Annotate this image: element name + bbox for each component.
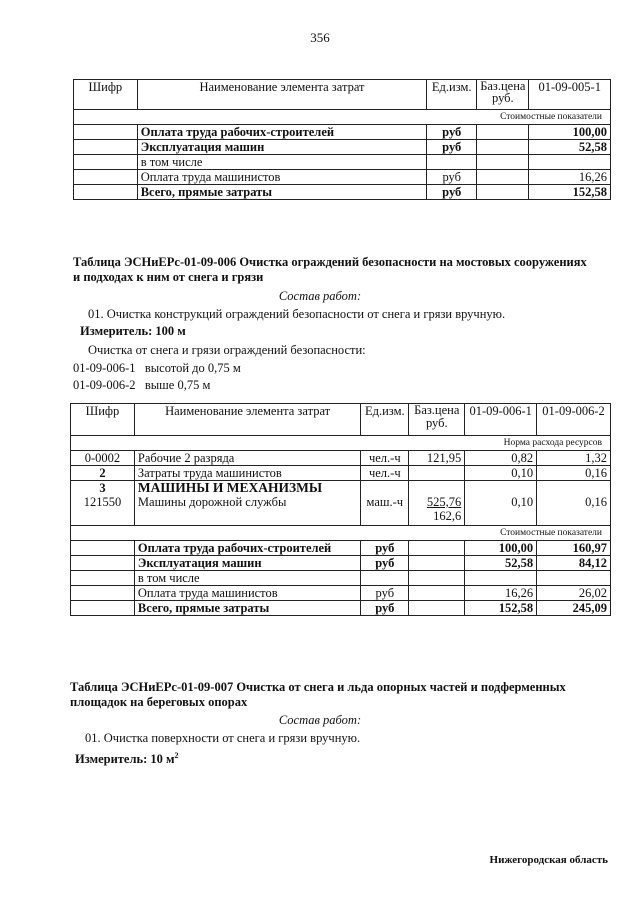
table-title-01-09-006 [73,255,618,285]
header-name: Наименование элемента затрат [137,80,427,110]
variant-code: 01-09-006-1 [73,361,136,375]
header-price: Баз.цена руб. [477,80,529,110]
row-unit: руб [361,601,409,616]
work-composition-heading: Состав работ: [278,289,362,303]
row-name: в том числе [137,155,427,170]
subheader-row [71,436,611,451]
header-col2: 01-09-006-2 [537,404,611,436]
table-row [74,125,611,140]
description: Очистка от снега и грязи ограждений безопасности: [88,343,366,357]
row-name: Оплата труда рабочих-строителей [137,125,427,140]
row-name: Всего, прямые затраты [137,185,427,200]
table-header-row [71,404,611,436]
table-row [71,556,611,571]
row-unit: чел.-ч [361,451,409,466]
title-line: Таблица ЭСНиЕРс-01-09-006 Очистка ограждений безопасности на мостовых сооружениях [73,255,587,269]
row-value: 16,26 [465,586,537,601]
table-header-row [74,80,611,110]
variant-line [73,378,210,393]
work-composition-heading: Состав работ: [278,713,362,727]
title-line: и подходах к ним от снега и грязи [73,270,264,284]
row-value: 26,02 [537,586,611,601]
row-value: 52,58 [465,556,537,571]
row-name: Эксплуатация машин [134,556,360,571]
row-value: 152,58 [465,601,537,616]
row-unit: руб [427,185,477,200]
row-name: Рабочие 2 разряда [134,451,360,466]
table-row [74,140,611,155]
header-code: Шифр [71,404,135,436]
group-code: 3 [99,481,106,495]
row-code: 0-0002 [71,451,135,466]
row-unit: руб [361,541,409,556]
row-value: 0,10 [465,466,537,481]
group-name: МАШИНЫ И МЕХАНИЗМЫ [137,480,323,495]
row-value: 16,26 [529,170,611,185]
footer-region: Нижегородская область [489,854,608,866]
row-value: 245,09 [537,601,611,616]
table-row [71,601,611,616]
meter [75,748,179,767]
row-value: 100,00 [465,541,537,556]
header-col1: 01-09-006-1 [465,404,537,436]
row-name: в том числе [134,571,360,586]
row-unit: маш.-ч [366,495,404,509]
row-price: 525,76 [426,495,462,509]
table-title-01-09-007 [70,680,615,710]
row-unit: руб [361,586,409,601]
header-unit: Ед.изм. [361,404,409,436]
header-code: Шифр [74,80,138,110]
row-name: Всего, прямые затраты [134,601,360,616]
work-item: 01. Очистка поверхности от снега и грязи вручную. [85,731,361,745]
table-row [74,170,611,185]
row-name: Оплата труда машинистов [134,586,360,601]
row-value: 1,32 [537,451,611,466]
header-unit: Ед.изм. [427,80,477,110]
row-name: Машины дорожной службы [137,495,287,509]
row-value: 100,00 [529,125,611,140]
row-value: 0,16 [585,495,607,509]
row-name: Эксплуатация машин [137,140,427,155]
subheader-row [71,526,611,541]
row-name: Оплата труда рабочих-строителей [134,541,360,556]
table-row [71,466,611,481]
row-value: 0,10 [511,495,534,509]
header-col1: 01-09-005-1 [529,80,611,110]
row-value: 84,12 [537,556,611,571]
title-line: Таблица ЭСНиЕРс-01-09-007 Очистка от снега и льда опорных частей и подферменных [70,680,566,694]
table-row [74,185,611,200]
subheader-cost: Стоимостные показатели [71,526,611,541]
table-row [71,586,611,601]
row-code: 2 [71,466,135,481]
table-row [71,481,611,526]
row-name: Затраты труда машинистов [134,466,360,481]
subheader-norm: Норма расхода ресурсов [71,436,611,451]
meter-text: Измеритель: 10 м [75,752,175,767]
subheader-row [74,110,611,125]
title-line: площадок на береговых опорах [70,695,248,709]
variant-text: выше 0,75 м [144,378,211,392]
table-row [71,571,611,586]
row-unit: чел.-ч [361,466,409,481]
row-price-secondary: 162,6 [433,509,462,523]
work-item: 01. Очистка конструкций ограждений безопасности от снега и грязи вручную. [88,307,506,321]
row-unit: руб [427,125,477,140]
meter: Измеритель: 100 м [80,324,186,338]
page-number: 356 [310,30,330,45]
resource-table-01-09-006 [70,403,611,616]
row-unit: руб [361,556,409,571]
subheader-cost: Стоимостные показатели [74,110,611,125]
row-value: 52,58 [529,140,611,155]
row-value: 0,16 [537,466,611,481]
variant-code: 01-09-006-2 [73,378,136,392]
variant-line [73,361,241,376]
row-unit: руб [427,140,477,155]
row-price: 121,95 [409,451,465,466]
row-name: Оплата труда машинистов [137,170,427,185]
row-value: 0,82 [465,451,537,466]
table-row [74,155,611,170]
header-price: Баз.цена руб. [409,404,465,436]
table-row [71,451,611,466]
row-value: 160,97 [537,541,611,556]
row-unit: руб [427,170,477,185]
variant-text: высотой до 0,75 м [144,361,241,375]
row-value: 152,58 [529,185,611,200]
cost-table-01-09-005 [73,79,611,200]
row-code: 121550 [83,495,122,509]
meter-superscript: 2 [174,751,179,760]
header-name: Наименование элемента затрат [134,404,360,436]
table-row [71,541,611,556]
